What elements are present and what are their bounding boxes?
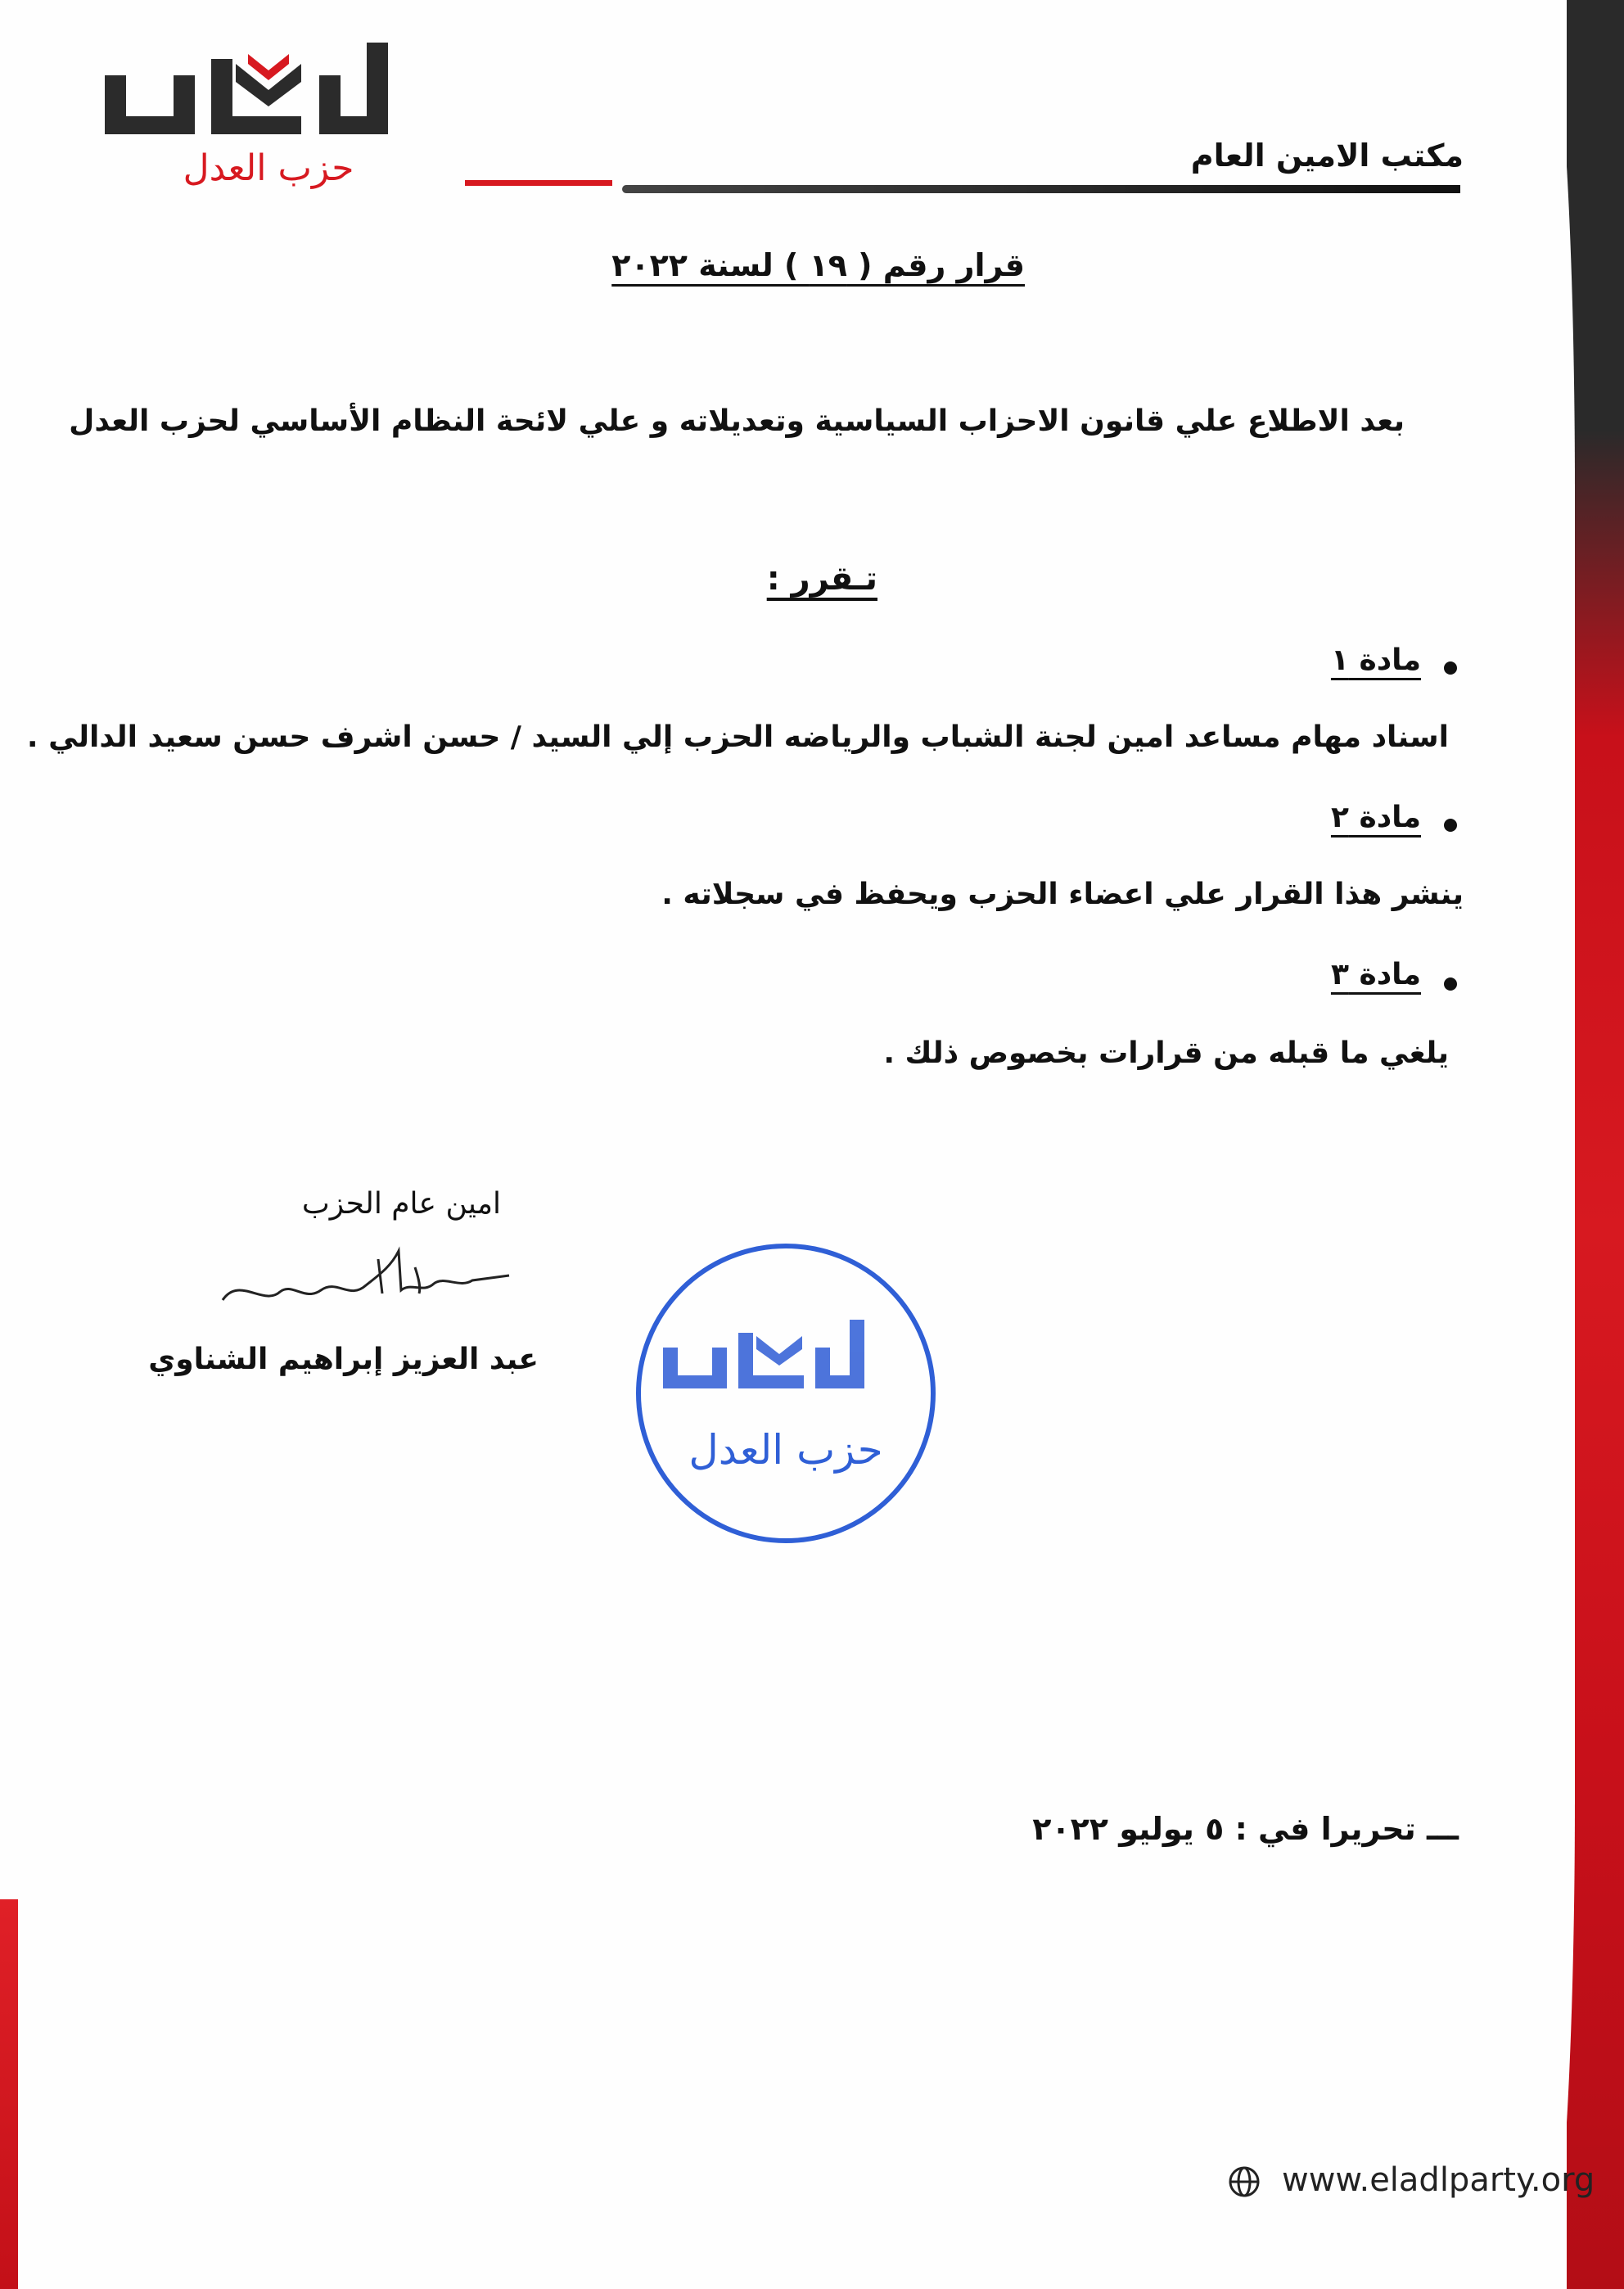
left-edge-red-strip (0, 1899, 18, 2289)
article-2-text: ينشر هذا القرار علي اعضاء الحزب ويحفظ في سجلاته . (661, 878, 1464, 911)
globe-icon (1228, 2165, 1261, 2198)
party-stamp (634, 1241, 938, 1546)
decides-heading: تـقرر : (766, 560, 877, 598)
right-edge-band-bottom (1567, 1228, 1624, 2289)
logo-subtitle-text: حزب العدل (183, 147, 354, 189)
handwritten-signature (214, 1243, 517, 1316)
signatory-name: عبد العزيز إبراهيم الشناوي (148, 1343, 539, 1376)
right-edge-band-top (1567, 0, 1624, 1228)
decision-intro: بعد الاطلاع علي قانون الاحزاب السياسية وتعديلاته و علي لائحة النظام الأساسي لحزب العدل (69, 404, 1405, 438)
office-title: مكتب الامين العام (1190, 138, 1464, 174)
right-edge-curve (1542, 0, 1575, 2289)
article-2-heading: مادة ٢ (1330, 801, 1421, 834)
article-1-text: اسناد مهام مساعد امين لجنة الشباب والرياضه الحزب إلي السيد / حسن اشرف حسن سعيد الدالي . (26, 720, 1449, 754)
decision-title: قرار رقم ( ١٩ ) لسنة ٢٠٢٢ (611, 247, 1025, 283)
article-2-bullet (1444, 819, 1457, 832)
article-3-bullet (1444, 977, 1457, 991)
website-url[interactable]: www.eladlparty.org (1282, 2161, 1595, 2199)
article-3-heading: مادة ٣ (1330, 958, 1421, 991)
article-1-heading: مادة ١ (1330, 643, 1421, 677)
stamp-subtitle-text: حزب العدل (688, 1426, 883, 1474)
party-logo (105, 43, 416, 190)
article-1-bullet (1444, 661, 1457, 675)
issue-date: ـــ تحريرا في : ٥ يوليو ٢٠٢٢ (1032, 1811, 1459, 1847)
header-rule-black (622, 185, 1460, 193)
signatory-role: امين عام الحزب (301, 1187, 501, 1221)
header-rule-red (465, 180, 612, 186)
article-3-text: يلغي ما قبله من قرارات بخصوص ذلك . (883, 1036, 1449, 1070)
footer-website[interactable] (1228, 2161, 1595, 2199)
